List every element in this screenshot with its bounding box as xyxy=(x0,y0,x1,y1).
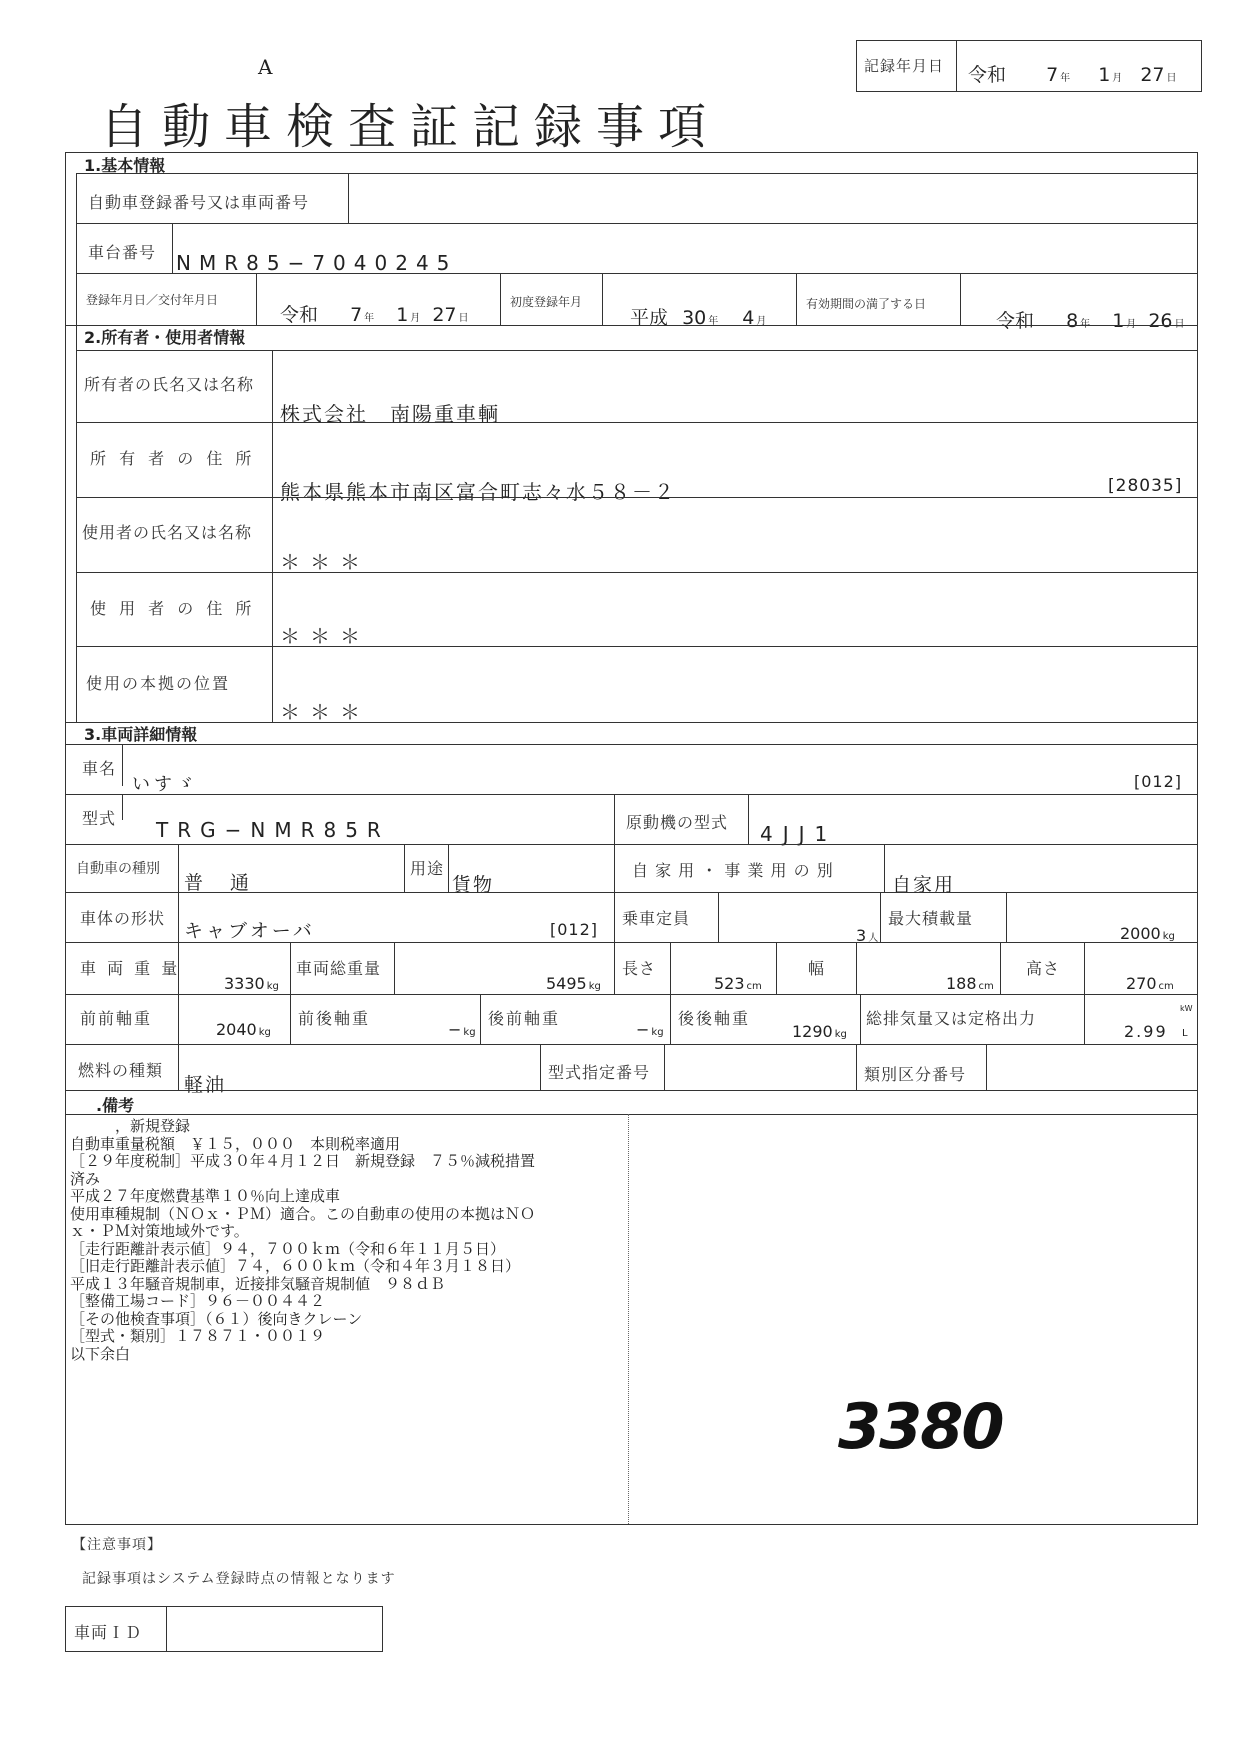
owner-address-label: 所 有 者 の 住 所 xyxy=(90,449,256,468)
displacement-label: 総排気量又は定格出力 xyxy=(866,1009,1037,1028)
rear-front-axle-value: − kg xyxy=(636,1020,664,1039)
displacement-unit-volume: L xyxy=(1182,1028,1188,1039)
first-reg-value: 平成 30 年 4 月 xyxy=(630,307,767,329)
handwritten-number: 3380 xyxy=(838,1390,1003,1463)
remarks-divider xyxy=(628,1114,629,1524)
vehicle-id-label: 車両ＩＤ xyxy=(74,1623,143,1642)
owner-address-value: 熊本県熊本市南区富合町志々水５８－２ xyxy=(280,480,676,504)
body-shape-label: 車体の形状 xyxy=(80,909,166,928)
car-name-value: いすゞ xyxy=(132,774,198,795)
remarks-line: 使用車種規制（ＮＯｘ・ＰＭ）適合。この自動車の使用の本拠はＮＯ xyxy=(70,1204,536,1223)
remarks-line: ［走行距離計表示値］９４，７００ｋｍ（令和６年１１月５日） xyxy=(70,1239,506,1258)
use-value: 貨物 xyxy=(452,874,495,896)
max-load-value: 2000 kg xyxy=(1120,924,1175,943)
record-date-label: 記録年月日 xyxy=(864,57,945,75)
body-shape-code: [012] xyxy=(550,920,599,939)
engine-model-value: 4JJ1 xyxy=(760,822,838,846)
engine-model-label: 原動機の型式 xyxy=(626,813,729,832)
chassis-label: 車台番号 xyxy=(88,243,157,262)
vehicle-weight-value: 3330 kg xyxy=(224,974,279,993)
remarks-line: ，新規登録 xyxy=(70,1117,191,1135)
remarks-line: 平成１３年騒音規制車，近接排気騒音規制値 ９８ｄＢ xyxy=(70,1274,446,1293)
gross-weight-label: 車両総重量 xyxy=(296,959,382,978)
notes-text: 記録事項はシステム登録時点の情報となります xyxy=(82,1571,396,1587)
front-front-axle-label: 前前軸重 xyxy=(80,1009,153,1028)
remarks-line: ［旧走行距離計表示値］７４，６００ｋｍ（令和４年３月１８日） xyxy=(70,1257,521,1275)
fuel-type-value: 軽油 xyxy=(184,1074,227,1096)
model-value: TRG−NMR85R xyxy=(156,818,390,842)
vehicle-type-value: 普 通 xyxy=(184,872,254,894)
user-name-label: 使用者の氏名又は名称 xyxy=(82,523,253,542)
remarks-text xyxy=(70,1118,535,1363)
expiry-value: 令和 8 年 1 月 26 日 xyxy=(996,310,1185,332)
category-number-label: 類別区分番号 xyxy=(864,1065,967,1084)
vehicle-weight-label: 車 両 重 量 xyxy=(80,959,181,978)
section-basic-heading: 1.基本情報 xyxy=(84,156,166,175)
body-shape-value: キャブオーバ xyxy=(184,920,315,942)
base-location-label: 使用の本拠の位置 xyxy=(86,674,231,693)
use-label: 用途 xyxy=(410,859,445,878)
remarks-line: ［型式・類別］１７８７１・００１９ xyxy=(70,1327,326,1345)
remarks-line: ［その他検査事項］（６１）後向きクレーン xyxy=(70,1309,363,1328)
capacity-value: 3 人 xyxy=(856,926,879,945)
owner-name-label: 所有者の氏名又は名称 xyxy=(84,375,255,394)
remarks-line: 以下余白 xyxy=(70,1344,131,1363)
gross-weight-value: 5495 kg xyxy=(546,974,601,993)
section-remarks-heading: .備考 xyxy=(96,1096,135,1115)
user-address-value: ＊＊＊ xyxy=(280,624,370,648)
capacity-label: 乗車定員 xyxy=(622,909,691,928)
section-owner-heading: 2.所有者・使用者情報 xyxy=(84,328,246,347)
displacement-unit-power: kW xyxy=(1180,1004,1193,1013)
length-label: 長さ xyxy=(622,959,657,978)
rear-rear-axle-value: 1290 kg xyxy=(792,1022,847,1041)
rear-rear-axle-label: 後後軸重 xyxy=(678,1009,751,1028)
remarks-line: 自動車重量税額 ￥１５，０００ 本則税率適用 xyxy=(70,1134,401,1153)
private-business-label: 自 家 用 ・ 事 業 用 の 別 xyxy=(632,861,834,880)
record-date-value: 令和 7 年 1 月 27 日 xyxy=(968,64,1177,86)
height-value: 270 cm xyxy=(1126,974,1174,993)
model-label: 型式 xyxy=(82,809,117,828)
width-label: 幅 xyxy=(808,959,826,978)
type-designation-label: 型式指定番号 xyxy=(548,1063,651,1082)
page-letter: A xyxy=(258,55,273,79)
car-name-code: [012] xyxy=(1134,772,1183,791)
max-load-label: 最大積載量 xyxy=(888,909,974,928)
section-vehicle-heading: 3.車両詳細情報 xyxy=(84,725,198,744)
remarks-line: ｘ・ＰＭ対策地域外です。 xyxy=(70,1222,249,1240)
remarks-line: 平成２７年度燃費基準１０％向上達成車 xyxy=(70,1187,341,1205)
private-business-value: 自家用 xyxy=(892,874,956,896)
base-location-value: ＊＊＊ xyxy=(280,700,370,724)
vehicle-type-label: 自動車の種別 xyxy=(76,861,160,877)
reg-date-value: 令和 7 年 1 月 27 日 xyxy=(280,304,469,326)
remarks-line: 済み xyxy=(70,1169,101,1188)
rear-front-axle-label: 後前軸重 xyxy=(488,1009,561,1028)
front-rear-axle-label: 前後軸重 xyxy=(298,1009,371,1028)
remarks-line: ［２９年度税制］平成３０年４月１２日 新規登録 ７５％減税措置 xyxy=(70,1152,536,1170)
owner-name-value: 株式会社 南陽重車輌 xyxy=(280,402,500,426)
height-label: 高さ xyxy=(1026,959,1061,978)
reg-number-label: 自動車登録番号又は車両番号 xyxy=(88,193,310,212)
notes-heading: 【注意事項】 xyxy=(72,1537,162,1553)
expiry-label: 有効期間の満了する日 xyxy=(806,297,927,311)
user-address-label: 使 用 者 の 住 所 xyxy=(90,599,256,618)
displacement-value: 2.99 xyxy=(1124,1022,1168,1041)
front-rear-axle-value: − kg xyxy=(448,1020,476,1039)
owner-address-code: [28035] xyxy=(1108,476,1183,496)
first-reg-label: 初度登録年月 xyxy=(510,295,583,309)
reg-date-label: 登録年月日／交付年月日 xyxy=(86,293,219,307)
fuel-type-label: 燃料の種類 xyxy=(78,1061,164,1080)
car-name-label: 車名 xyxy=(82,759,117,778)
length-value: 523 cm xyxy=(714,974,762,993)
user-name-value: ＊＊＊ xyxy=(280,550,370,574)
front-front-axle-value: 2040 kg xyxy=(216,1020,271,1039)
remarks-line: ［整備工場コード］９６－００４４２ xyxy=(70,1292,326,1310)
chassis-value: NMR85−7040245 xyxy=(176,251,458,275)
page-title: 自動車検査証記録事項 xyxy=(100,99,721,155)
width-value: 188 cm xyxy=(946,974,994,993)
